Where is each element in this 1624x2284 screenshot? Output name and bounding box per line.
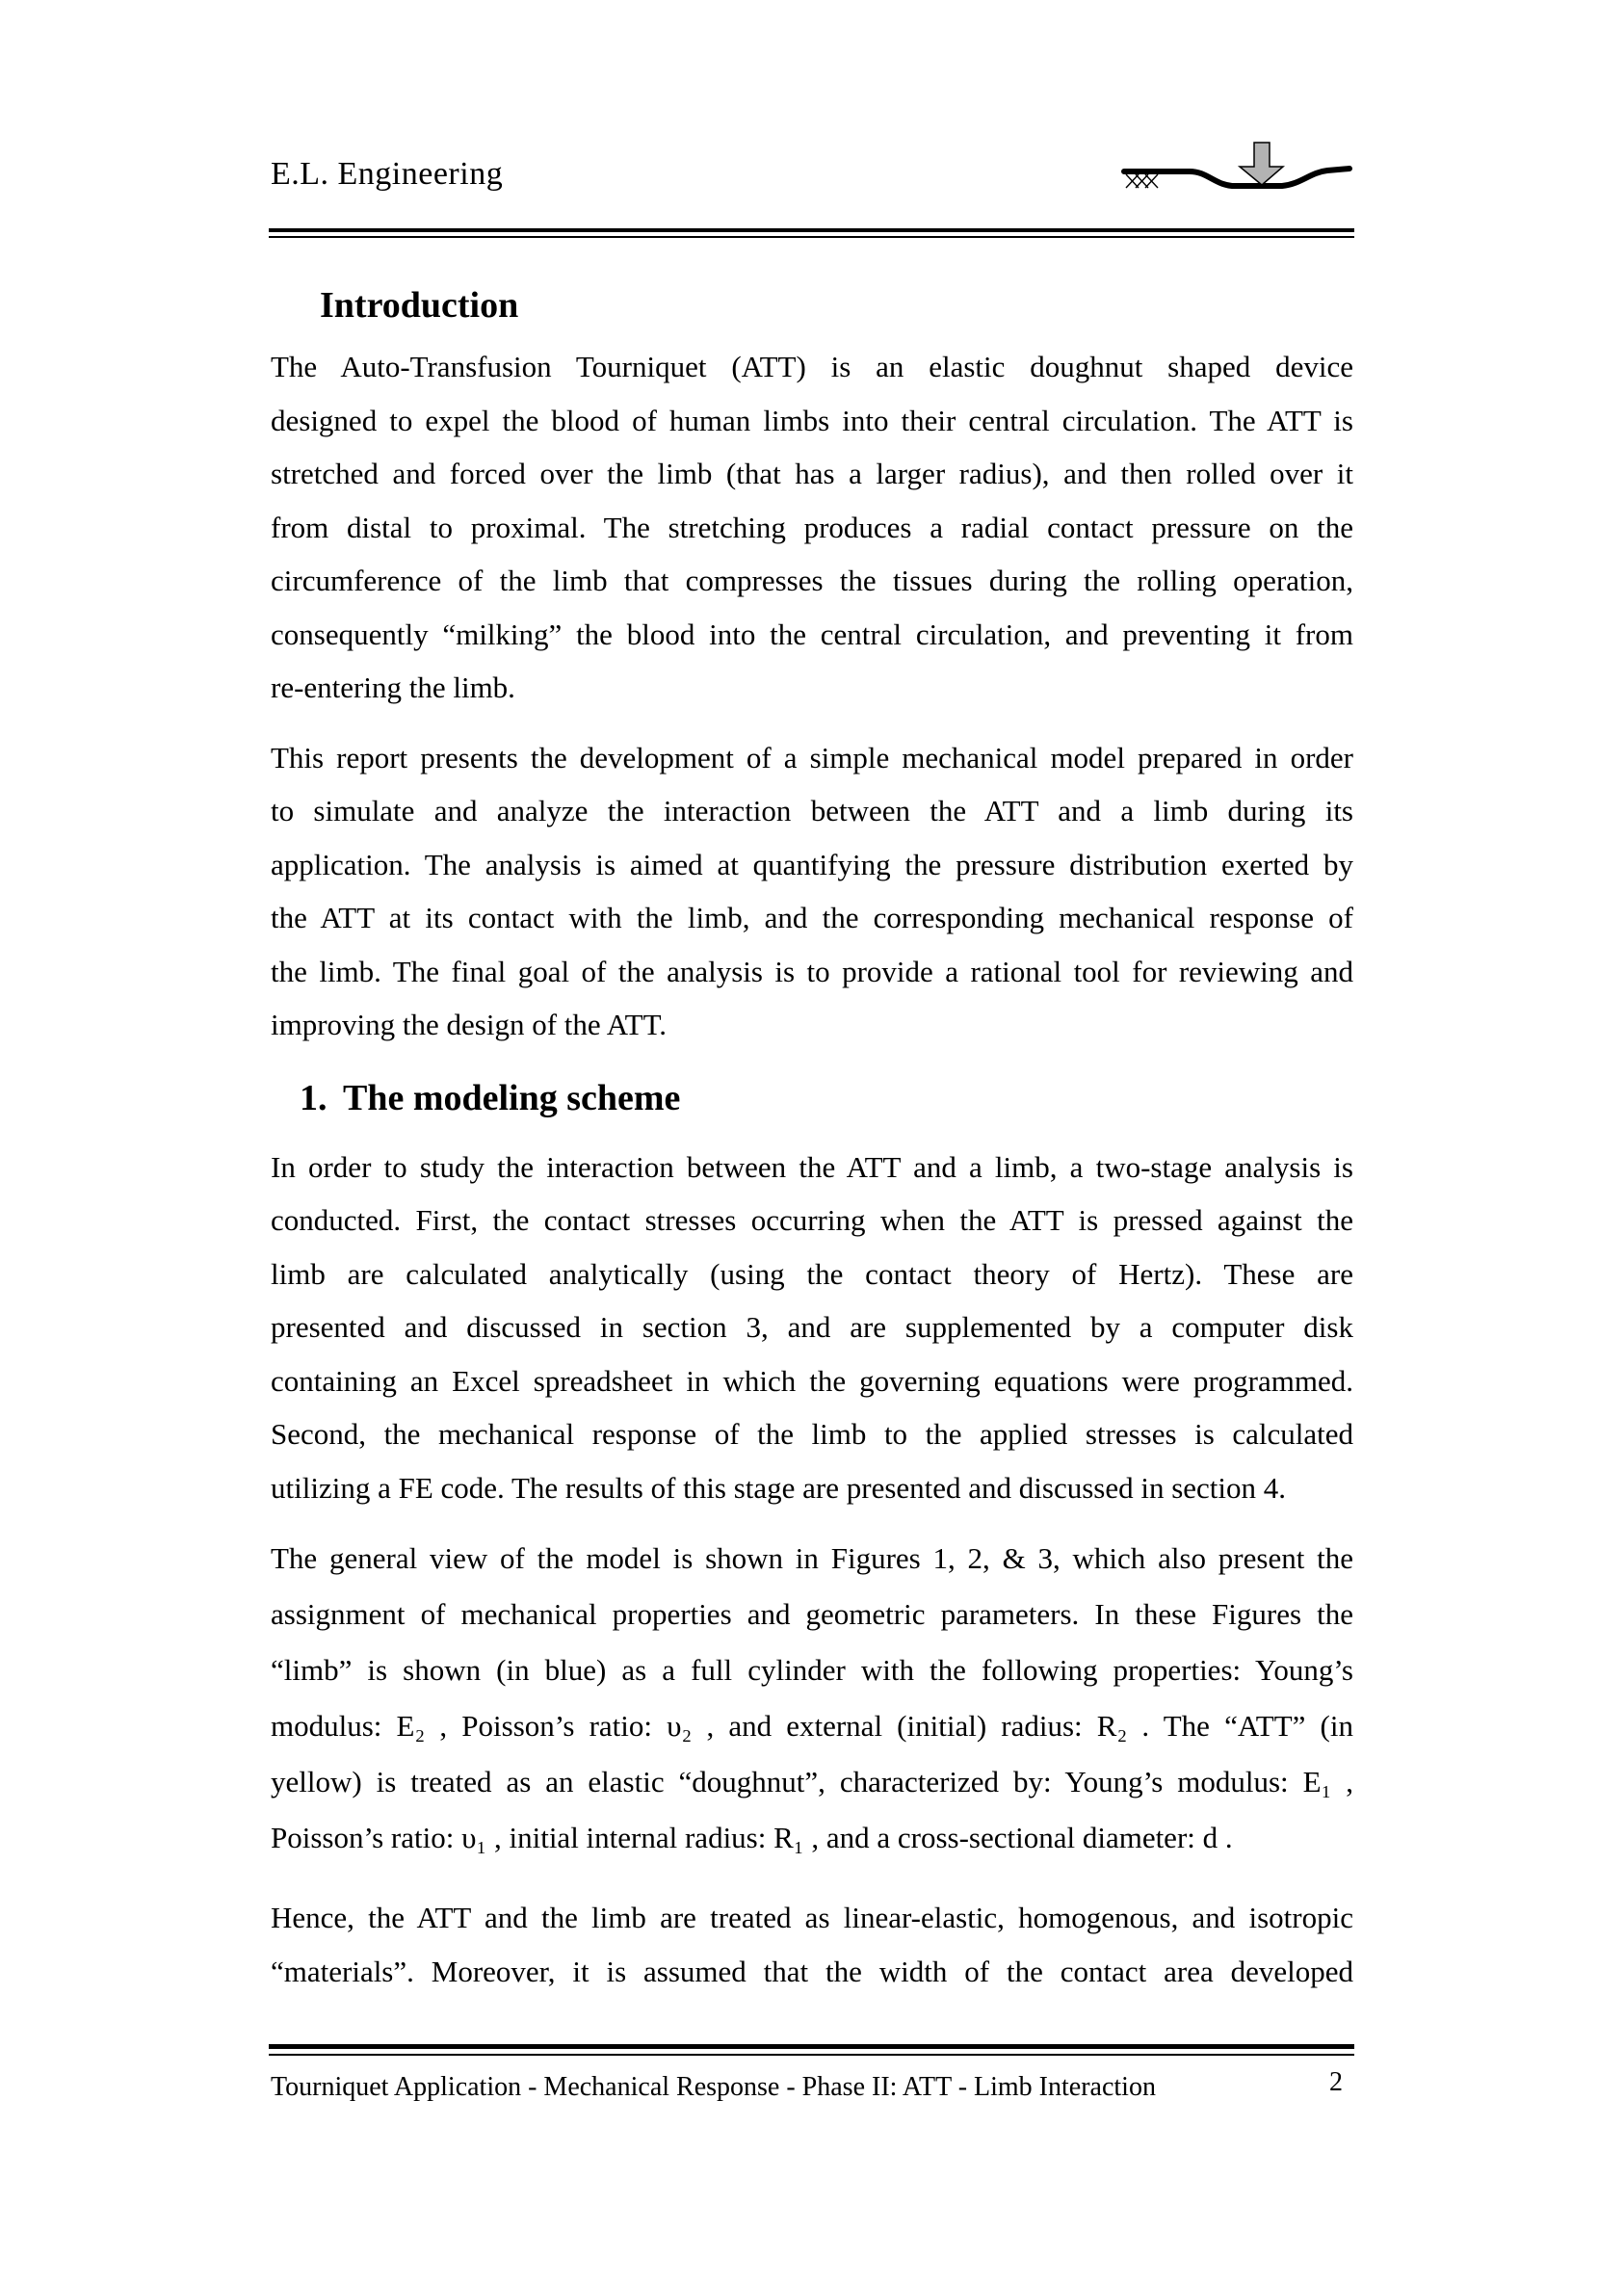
text-line: consequently “milking” the blood into the central circulation, and preventing it from (271, 617, 1353, 651)
text-line: from distal to proximal. The stretching produces a radial contact pressure on the (271, 510, 1353, 544)
text-line: the limb. The final goal of the analysis is to provide a rational tool for reviewing and (271, 954, 1353, 988)
text-line: containing an Excel spreadsheet in which the governing equations were programmed. (271, 1363, 1353, 1398)
paragraph-2 (271, 731, 1353, 1052)
text-line: utilizing a FE code. The results of this stage are presented and discussed in section 4. (271, 1470, 1287, 1505)
content-column (271, 0, 1353, 1998)
footer-title: Tourniquet Application - Mechanical Response - Phase II: ATT - Limb Interaction (271, 2072, 1156, 2102)
text-line: “limb” is shown (in blue) as a full cylinder with the following properties: Young’s (271, 1653, 1353, 1687)
text-line: In order to study the interaction between the ATT and a limb, a two-stage analysis is (271, 1149, 1353, 1184)
text-line: This report presents the development of a simple mechanical model prepared in order (271, 740, 1353, 774)
text-line: The Auto-Transfusion Tourniquet (ATT) is an elastic doughnut shaped device (271, 350, 1353, 383)
section-number: 1. (300, 1077, 327, 1118)
paragraph-5 (271, 1891, 1353, 1998)
text-line: yellow) is treated as an elastic “doughnut”, characterized by: Young’s modulus: E₁ , (271, 1765, 1353, 1798)
text-line: re-entering the limb. (271, 670, 515, 704)
company-name: E.L. Engineering (271, 156, 504, 192)
text-line: the ATT at its contact with the limb, and the corresponding mechanical response of (271, 901, 1353, 934)
introduction-heading: Introduction (320, 285, 519, 326)
text-line: conducted. First, the contact stresses occurring when the ATT is pressed against the (271, 1203, 1353, 1237)
text-line: Hence, the ATT and the limb are treated as linear-elastic, homogenous, and isotropic (271, 1901, 1353, 1934)
text-line: limb are calculated analytically (using the contact theory of Hertz). These are (271, 1256, 1353, 1291)
text-line: modulus: E₂ , Poisson’s ratio: υ₂ , and external (initial) radius: R₂ . The “ATT” (in (271, 1709, 1353, 1743)
section-title: The modeling scheme (343, 1077, 681, 1118)
text-line: “materials”. Moreover, it is assumed that the width of the contact area developed (271, 1954, 1353, 1988)
paragraph-1 (271, 340, 1353, 715)
text-line: stretched and forced over the limb (that has a larger radius), and then rolled over it (271, 457, 1353, 490)
text-line: designed to expel the blood of human limbs into their central circulation. The ATT is (271, 403, 1353, 437)
text-line: presented and discussed in section 3, and are supplemented by a computer disk (271, 1310, 1353, 1344)
text-line: application. The analysis is aimed at quantifying the pressure distribution exerted by (271, 847, 1353, 881)
text-line: improving the design of the ATT. (271, 1008, 667, 1041)
page-number: 2 (1329, 2067, 1343, 2097)
text-line: Poisson’s ratio: υ₁ , initial internal radius: R₁ , and a cross-sectional diameter: d . (271, 1821, 1233, 1854)
text-line: circumference of the limb that compresses the tissues during the rolling operation, (271, 564, 1353, 597)
text-line: The general view of the model is shown in Figures 1, 2, & 3, which also present the (271, 1541, 1353, 1575)
paragraph-4 (271, 1531, 1353, 1866)
paragraph-3 (271, 1141, 1353, 1515)
section-1-heading (300, 1077, 1353, 1119)
footer-rule (269, 2044, 1354, 2056)
text-line: Second, the mechanical response of the limb to the applied stresses is calculated (271, 1417, 1353, 1451)
text-line: assignment of mechanical properties and geometric parameters. In these Figures the (271, 1597, 1353, 1631)
text-line: to simulate and analyze the interaction between the ATT and a limb during its (271, 794, 1353, 827)
